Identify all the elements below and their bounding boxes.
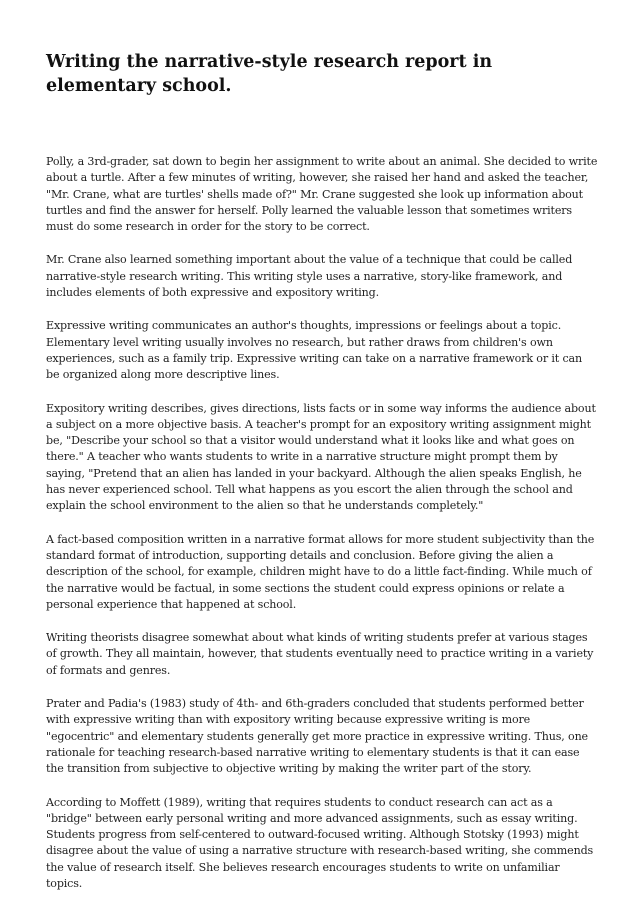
paragraph-1: Polly, a 3rd-grader, sat down to begin her assignment to write about an animal. She decided to write about a turtle. After a few minutes of writing, however, she raised her hand and asked the teacher, "Mr. Crane, what are turtles' shells made of?" Mr. Crane suggested she look up information about turtles and find the answer for herself. Polly learned the valuable lesson that sometimes writers must do some research in order for the story to be correct. [46, 155, 598, 234]
document-title: Writing the narrative-style research report in elementary school. [46, 52, 493, 96]
paragraph-5: A fact-based composition written in a narrative format allows for more student subjectivity than the standard format of introduction, supporting details and conclusion. Before giving the alien a description of the school, for example, children might have to do a little fact-finding. While much of the narrative would be factual, in some sections the student could express opinions or relate a personal experience that happened at school. [46, 532, 595, 611]
paragraph-8: According to Moffett (1989), writing that requires students to conduct research can act as a "bridge" between early personal writing and more advanced assignments, such as essay writing. Students progress from self-centered to outward-focused writing. Although Stotsky (1993) might disagree about the value of using a narrative structure with research-based writing, she commends the value of research itself. She believes research encourages students to write on unfamiliar topics. [46, 795, 594, 890]
document-body [46, 154, 598, 909]
paragraph-6: Writing theorists disagree somewhat about what kinds of writing students prefer at various stages of growth. They all maintain, however, that students eventually need to practice writing in a variety of formats and genres. [46, 631, 594, 677]
paragraph-7: Prater and Padia's (1983) study of 4th- and 6th-graders concluded that students performed better with expressive writing than with expository writing because expressive writing is more "egocentric" and elementary students generally get more practice in expressive writing. Thus, one rationale for teaching research-based narrative writing to elementary students is that it can ease the transition from subjective to objective writing by making the writer part of the story. [46, 697, 588, 776]
paragraph-2: Mr. Crane also learned something important about the value of a technique that could be called narrative-style research writing. This writing style uses a narrative, story-like framework, and includes elements of both expressive and expository writing. [46, 253, 573, 300]
paragraph-4: Expository writing describes, gives directions, lists facts or in some way informs the audience about a subject on a more objective basis. A teacher's prompt for an expository writing assignment might be, "Describe your school so that a visitor would understand what it looks like and what goes on there." A teacher who wants students to write in a narrative structure might prompt them by saying, "Pretend that an alien has landed in your backyard. Although the alien speaks English, he has never experienced school. Tell what happens as you escort the alien through the school and explain the school environment to the alien so that he understands completely." [46, 401, 596, 513]
paragraph-3: Expressive writing communicates an author's thoughts, impressions or feelings about a topic. Elementary level writing usually involves no research, but rather draws from children's own experiences, such as a family trip. Expressive writing can take on a narrative framework or it can be organized along more descriptive lines. [46, 319, 582, 382]
